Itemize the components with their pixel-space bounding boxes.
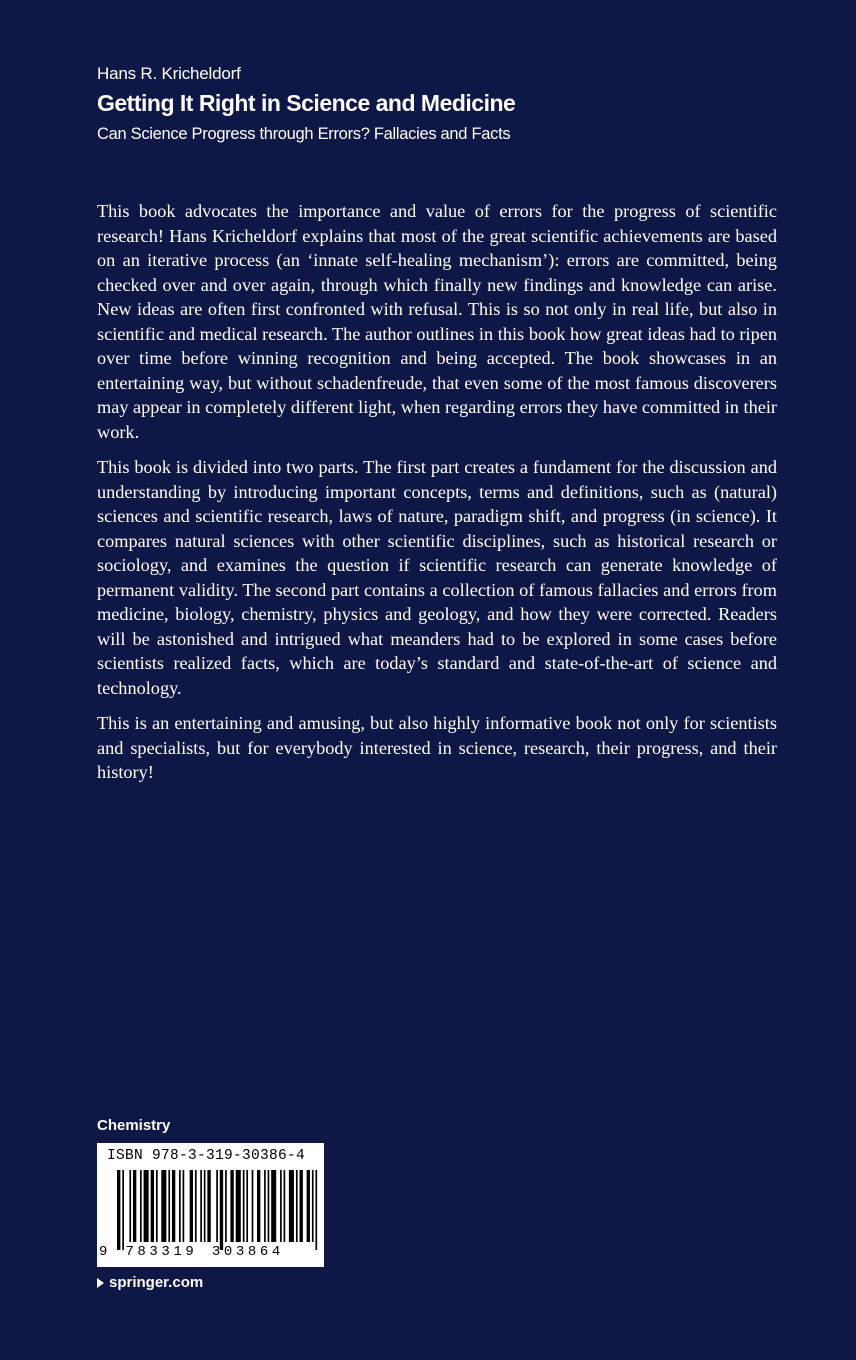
barcode-bar bbox=[225, 1170, 227, 1242]
barcode-bar bbox=[300, 1170, 303, 1242]
blurb-paragraph: This is an entertaining and amusing, but also highly informative book not only for scientists and specialists, but for everybody interested in science, research, their progress, and their history! bbox=[97, 713, 777, 782]
barcode-bar bbox=[280, 1170, 282, 1242]
barcode-bar bbox=[264, 1170, 266, 1242]
isbn-barcode bbox=[97, 1143, 324, 1267]
barcode-bar bbox=[195, 1170, 197, 1242]
barcode-bar bbox=[179, 1170, 181, 1242]
barcode-bar bbox=[243, 1170, 245, 1242]
book-subtitle: Can Science Progress through Errors? Fallacies and Facts bbox=[97, 125, 511, 143]
barcode-bar bbox=[117, 1170, 120, 1250]
barcode-bar bbox=[200, 1170, 202, 1242]
blurb bbox=[97, 199, 777, 796]
barcode-bar bbox=[315, 1170, 317, 1250]
barcode-bar bbox=[140, 1170, 142, 1242]
barcode-bar bbox=[216, 1170, 218, 1242]
barcode-bar bbox=[133, 1170, 136, 1242]
publisher-url[interactable]: springer.com bbox=[109, 1274, 204, 1291]
barcode-bar bbox=[284, 1170, 286, 1242]
book-title: Getting It Right in Science and Medicine bbox=[97, 90, 516, 116]
barcode-bar bbox=[220, 1170, 223, 1250]
barcode-bar bbox=[246, 1170, 248, 1242]
blurb-paragraph: This book is divided into two parts. The first part creates a fundament for the discussion and understanding by introducing important concepts, terms and definitions, such as (natural) sciences and scientific research, laws of nature, paradigm shift, and progress (in science). It compares natural sciences with other scientific disciplines, such as historical research or sociology, and examines the question if scientific research can generate knowledge of permanent validity. The second part contains a collection of famous fallacies and errors from medicine, biology, chemistry, physics and geology, and how they were corrected. Readers will be astonished and intrigued what meanders had to be explored in some cases before scientists realized facts, which are today’s standard and state-of-the-art of science and technology. bbox=[97, 457, 777, 698]
isbn-label: ISBN 978-3-319-30386-4 bbox=[107, 1148, 306, 1164]
barcode-digit-lead: 9 bbox=[99, 1244, 108, 1260]
barcode-bar bbox=[236, 1170, 241, 1242]
barcode-bar bbox=[252, 1170, 254, 1242]
barcode-bar bbox=[268, 1170, 270, 1242]
barcode-bar bbox=[230, 1170, 233, 1242]
barcode-bar bbox=[172, 1170, 175, 1242]
barcode-digits-right: 303864 bbox=[211, 1244, 284, 1260]
barcode-digits bbox=[99, 1243, 284, 1261]
barcode-bar bbox=[289, 1170, 294, 1242]
barcode-bar bbox=[204, 1170, 206, 1242]
barcode-bar bbox=[257, 1170, 260, 1242]
arrow-right-icon bbox=[97, 1278, 104, 1288]
barcode-bar bbox=[190, 1170, 193, 1242]
barcode-bar bbox=[151, 1170, 154, 1242]
barcode-bar bbox=[144, 1170, 149, 1242]
barcode-bar bbox=[161, 1170, 166, 1242]
barcode-bar bbox=[207, 1170, 210, 1242]
barcode-bar bbox=[122, 1170, 124, 1250]
barcode-bar bbox=[183, 1170, 185, 1242]
barcode-bar bbox=[129, 1170, 131, 1242]
barcode-bar bbox=[168, 1170, 170, 1242]
barcode-digits-left: 783319 bbox=[125, 1244, 198, 1260]
barcode-bar bbox=[156, 1170, 158, 1242]
barcode-bar bbox=[271, 1170, 276, 1242]
blurb-paragraph: This book advocates the importance and value of errors for the progress of scientific research! Hans Kricheldorf explains that most of the great scientific achievements are based on an iterative process (an ‘innate self-healing mechanism’): errors are committed, being checked over and over again, through which finally new findings and knowledge can arise. New ideas are often first confronted with refusal. This is so not only in real life, but also in scientific and medical research. The author outlines in this book how great ideas had to ripen over time before winning recognition and being accepted. The book showcases in an entertaining way, but without schadenfreude, that even some of the most famous discoverers may appear in completely different light, when regarding errors they have committed in their work. bbox=[97, 201, 777, 442]
barcode-bar bbox=[312, 1170, 314, 1242]
cover-header bbox=[97, 62, 777, 146]
publisher-link[interactable] bbox=[97, 1272, 203, 1294]
barcode-bar bbox=[296, 1170, 298, 1242]
author-name: Hans R. Kricheldorf bbox=[97, 64, 241, 83]
barcode-bar bbox=[307, 1170, 310, 1242]
subject-category: Chemistry bbox=[97, 1117, 171, 1134]
